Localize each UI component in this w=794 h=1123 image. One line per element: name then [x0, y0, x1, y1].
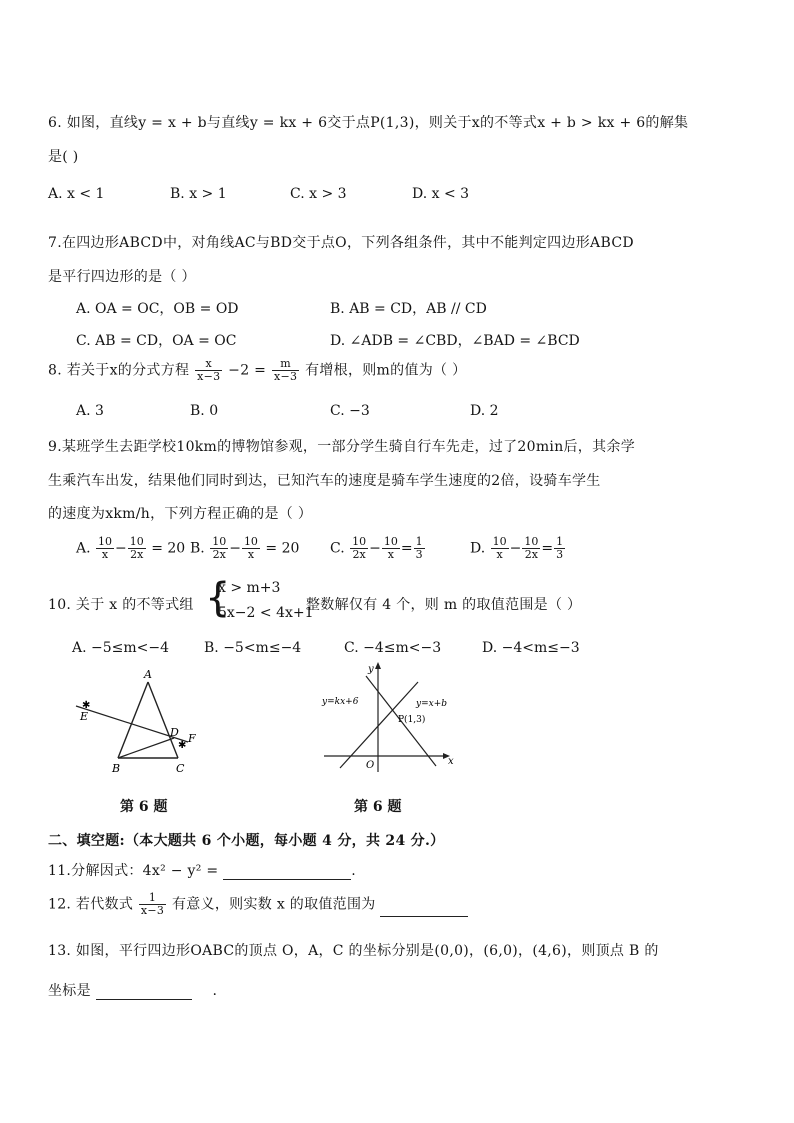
q8-middle: −2 = [228, 362, 267, 379]
q8-frac2-num: m [272, 358, 299, 371]
q10-row2: 5x−2 < 4x+1 [218, 605, 314, 621]
label-e: E [80, 710, 89, 723]
q10-prefix: 10. 关于 x 的不等式组 [48, 597, 194, 613]
q8-fraction-2 [272, 358, 299, 383]
q7-option-b: B. AB = CD，AB // CD [330, 301, 487, 317]
side-ac [148, 682, 178, 758]
q7-stem-line2: 是平行四边形的是（ ） [48, 269, 196, 285]
q9-c-rn: 1 [415, 535, 423, 548]
q10-brace: { [205, 575, 231, 621]
q8-suffix: 有增根，则m的值为（ ） [305, 362, 467, 379]
q7-option-c: C. AB = CD，OA = OC [76, 333, 237, 349]
figure-left-caption: 第 6 题 [120, 799, 168, 815]
q9-d-frac1 [491, 536, 509, 561]
q9-a-rhs: = 20 [151, 540, 186, 557]
q9-a-f1n: 10 [98, 535, 113, 548]
figure-right-caption: 第 6 题 [354, 799, 402, 815]
q9-b-f2n: 10 [243, 535, 258, 548]
q9-d-f1n: 10 [492, 535, 507, 548]
y-axis-arrow [375, 662, 381, 669]
q8-fraction-1 [195, 358, 222, 383]
q9-d-f2n: 10 [524, 535, 539, 548]
line-xb [340, 682, 418, 768]
graph-label-line2: y=x+b [416, 699, 448, 709]
q9-line3: 的速度为xkm/h，下列方程正确的是（ ） [48, 506, 313, 522]
q9-d-f2d: 2x [524, 548, 538, 561]
q10-option-b: B. −5<m≤−4 [204, 640, 302, 656]
q9-b-frac1 [210, 536, 228, 561]
label-a: A [144, 668, 152, 681]
q9-d-frac3 [554, 536, 565, 561]
q12-frac-den: x−3 [140, 904, 165, 917]
q9-option-c-label: C. [330, 540, 345, 557]
q9-line2: 生乘汽车出发，结果他们同时到达，已知汽车的速度是骑车学生速度的2倍，设骑车学生 [48, 473, 601, 489]
q9-a-frac1 [96, 536, 114, 561]
q11-text: 11.分解因式：4x² − y² = [48, 863, 219, 879]
q8-option-a: A. 3 [76, 403, 104, 419]
label-c: C [176, 762, 185, 775]
q12-frac-num: 1 [139, 892, 166, 905]
q9-b-frac2 [242, 536, 260, 561]
q9-option-b: B. $\frac{10}{2x}$ − $\frac{10}{x}$ = 20 [190, 535, 300, 561]
q6-stem-line1: 6. 如图，直线y = x + b与直线y = kx + 6交于点P(1,3)，则关于x的不等式x + b > kx + 6的解集 [48, 115, 689, 131]
graph-label-x: x [448, 756, 454, 767]
q9-a-f1d: x [101, 548, 109, 561]
q9-d-frac2 [522, 536, 540, 561]
q9-option-b-label: B. [190, 540, 205, 557]
q10-option-d: D. −4<m≤−3 [482, 640, 580, 656]
graph-figure [318, 660, 458, 778]
label-e-star: ✱ [82, 700, 91, 711]
q8-option-c: C. −3 [330, 403, 370, 419]
triangle-figure [60, 666, 220, 778]
q9-option-a-label: A. [76, 540, 91, 557]
q8-option-d: D. 2 [470, 403, 499, 419]
q12-prefix: 12. 若代数式 [48, 896, 134, 913]
q9-b-f1d: 2x [212, 548, 226, 561]
q9-option-a: A. $\frac{10}{x}$ − $\frac{10}{2x}$ = 20 [76, 535, 186, 561]
section2-heading: 二、填空题:（本大题共 6 个小题，每小题 4 分，共 24 分.） [48, 833, 445, 849]
q12-suffix: 有意义，则实数 x 的取值范围为 [171, 896, 376, 913]
q10-suffix: 整数解仅有 4 个，则 m 的取值范围是（ ） [306, 597, 582, 613]
q6-option-d: D. x < 3 [412, 186, 470, 202]
q9-d-f1d: x [496, 548, 503, 561]
q9-d-rn: 1 [556, 535, 564, 548]
q6-option-c: C. x > 3 [290, 186, 347, 202]
q11-answer-blank[interactable] [223, 865, 351, 880]
graph-label-o: O [366, 760, 375, 771]
q10-row1: x > m+3 [218, 580, 281, 596]
q13-end: . [212, 983, 218, 999]
graph-label-y: y [368, 664, 374, 675]
q11-end: . [351, 863, 356, 879]
q9-a-f2n: 10 [129, 535, 144, 548]
q9-c-f1n: 10 [352, 535, 367, 548]
q6-option-a: A. x < 1 [48, 186, 105, 202]
segment-bd [118, 738, 174, 758]
q9-line1: 9.某班学生去距学校10km的博物馆参观，一部分学生骑自行车先走，过了20min后，其余学 [48, 439, 636, 455]
side-ab [118, 682, 148, 758]
q13-line2 [48, 980, 217, 1000]
q9-a-f2d: 2x [130, 548, 144, 561]
q6-option-b: B. x > 1 [170, 186, 227, 202]
q9-c-f1d: 2x [352, 548, 366, 561]
q12-answer-blank[interactable] [380, 902, 468, 917]
q9-c-f2n: 10 [383, 535, 398, 548]
q9-c-frac1 [350, 536, 368, 561]
q9-option-c: C. $\frac{10}{2x}$ − $\frac{10}{x}$ = $\frac{1}{3}$ [330, 535, 423, 561]
q7-option-a: A. OA = OC，OB = OD [76, 301, 239, 317]
q13-line2-text: 坐标是 [48, 983, 91, 999]
q9-option-d: D. $\frac{10}{x}$ − $\frac{10}{2x}$ = $\frac{1}{3}$ [470, 535, 564, 561]
graph-label-point: P(1,3) [398, 715, 426, 725]
q8-prefix: 8. 若关于x的分式方程 [48, 362, 190, 379]
q9-b-f2d: x [247, 548, 255, 561]
q9-d-rd: 3 [556, 548, 564, 561]
q9-c-rd: 3 [415, 548, 423, 561]
q7-stem-line1: 7.在四边形ABCD中，对角线AC与BD交于点O，下列各组条件，其中不能判定四边形ABCD [48, 235, 634, 251]
q9-c-frac3 [414, 536, 425, 561]
q8-frac1-den: x−3 [197, 370, 221, 383]
q9-c-f2d: x [387, 548, 394, 561]
q8-stem [48, 358, 466, 383]
label-b: B [112, 762, 121, 775]
q9-option-d-label: D. [470, 540, 486, 557]
q12-stem [48, 892, 468, 917]
q8-option-b: B. 0 [190, 403, 219, 419]
label-d: D [170, 726, 179, 739]
q7-option-d: D. ∠ADB = ∠CBD，∠BAD = ∠BCD [330, 333, 580, 349]
q9-b-rhs: = 20 [265, 540, 300, 557]
q13-answer-blank[interactable] [96, 985, 192, 1000]
q6-stem-line2: 是( ) [48, 149, 79, 165]
q13-line1: 13. 如图，平行四边形OABC的顶点 O，A，C 的坐标分别是(0,0)，(6,0)，(4,6)，则顶点 B 的 [48, 943, 659, 959]
q11-stem [48, 860, 356, 880]
q9-b-f1n: 10 [212, 535, 227, 548]
q12-fraction [139, 892, 166, 917]
label-f-star: ✱ [178, 740, 187, 751]
q9-a-frac2 [128, 536, 146, 561]
q8-frac1-num: x [195, 358, 222, 371]
q8-frac2-den: x−3 [273, 370, 298, 383]
label-f: F [188, 732, 196, 745]
q9-c-frac2 [382, 536, 400, 561]
graph-label-line1: y=kx+6 [322, 697, 359, 707]
q10-option-c: C. −4≤m<−3 [344, 640, 442, 656]
q10-option-a: A. −5≤m<−4 [72, 640, 170, 656]
